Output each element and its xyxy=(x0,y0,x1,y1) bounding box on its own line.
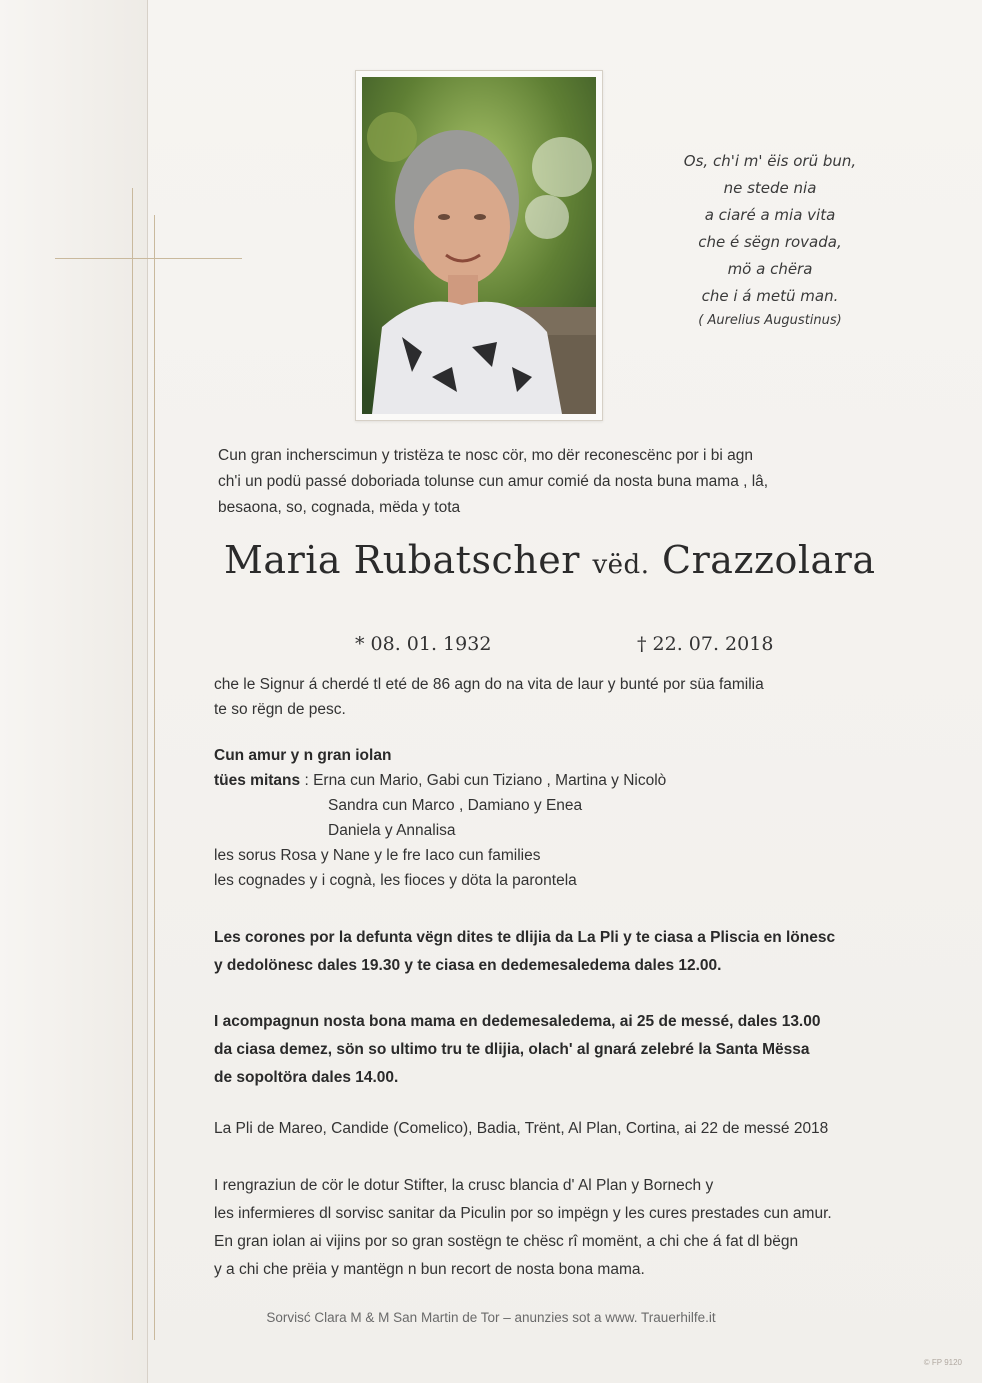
family-section xyxy=(214,743,934,893)
portrait-illustration xyxy=(362,77,596,414)
print-code-stamp: © FP 9120 xyxy=(923,1358,962,1367)
cross-vertical-line-1 xyxy=(132,188,133,1340)
funeral-notice xyxy=(214,1008,934,1092)
intro-line: ch'i un podü passé doboriada tolunse cun amur comié da nosta buna mama , lâ, xyxy=(218,473,769,490)
thanks-line: les infermieres dl sorvisc sanitar da Piculin por so impëgn y les cures prestades cun amur. xyxy=(214,1205,832,1222)
birth-date: * 08. 01. 1932 xyxy=(355,633,492,655)
band-divider-line xyxy=(147,0,148,1383)
funeral-line: de sopoltöra dales 14.00. xyxy=(214,1069,399,1086)
funeral-line: I acompagnun nosta bona mama en dedemesaledema, ai 25 de messé, dales 13.00 xyxy=(214,1013,821,1030)
poem-line: che é sëgn rovada, xyxy=(698,233,842,251)
left-decorative-band xyxy=(0,0,148,1383)
passing-line: che le Signur á cherdé tl eté de 86 agn do na vita de laur y bunté por süa familia xyxy=(214,676,764,693)
poem-line: che i á metü man. xyxy=(701,287,839,305)
poem-line: Os, ch'i m' ëis orü bun, xyxy=(683,152,857,170)
thanks-section xyxy=(214,1172,934,1284)
poem-line: a ciaré a mia vita xyxy=(704,206,836,224)
passing-line: te so rëgn de pesc. xyxy=(214,701,346,718)
siblings-row: les sorus Rosa y Nane y le fre Iaco cun families xyxy=(214,847,541,864)
poem-line: mö a chëra xyxy=(727,260,813,278)
thanks-line: I rengraziun de cör le dotur Stifter, la crusc blancia d' Al Plan y Bornech y xyxy=(214,1177,714,1194)
place-date-line: La Pli de Mareo, Candide (Comelico), Badia, Trënt, Al Plan, Cortina, ai 22 de messé 2018 xyxy=(214,1120,829,1137)
cross-vertical-line-2 xyxy=(154,215,155,1340)
deceased-name xyxy=(224,538,924,582)
thanks-line: y a chi che prëia y mantëgn n bun recort de nosta bona mama. xyxy=(214,1261,645,1278)
intro-text xyxy=(218,443,878,521)
children-row xyxy=(214,768,934,793)
footer-service-info: Sorvisć Clara M & M San Martin de Tor – anunzies sot a www. Trauerhilfe.it xyxy=(266,1310,716,1325)
portrait-photo xyxy=(362,77,596,414)
rosary-line: y dedolönesc dales 19.30 y te ciasa en dedemesaledema dales 12.00. xyxy=(214,957,722,974)
rosary-line: Les corones por la defunta vëgn dites te dlijia da La Pli y te ciasa a Pliscia en lönesc xyxy=(214,929,836,946)
thanks-line: En gran iolan ai vijins por so gran sostëgn te chësc rî momënt, a chi che á fat dl bëgn xyxy=(214,1233,799,1250)
name-last: Crazzolara xyxy=(662,538,876,582)
passing-text xyxy=(214,672,934,722)
poem-author: ( Aurelius Augustinus) xyxy=(698,313,842,328)
children-label: tües mitans xyxy=(214,772,301,789)
family-heading: Cun amur y n gran iolan xyxy=(214,747,392,764)
poem-line: ne stede nia xyxy=(723,179,817,197)
cross-horizontal-line-2 xyxy=(150,258,242,259)
name-widow-abbrev: vëd. xyxy=(592,550,650,580)
poem xyxy=(640,148,900,332)
intro-line: Cun gran incherscimun y tristëza te nosc cör, mo dër reconescënc por i bi agn xyxy=(218,447,754,464)
name-first: Maria Rubatscher xyxy=(224,538,580,582)
rosary-notice xyxy=(214,924,934,980)
funeral-line: da ciasa demez, sön so ultimo tru te dlijia, olach' al gnará zelebré la Santa Mëssa xyxy=(214,1041,810,1058)
portrait-frame xyxy=(355,70,603,421)
relatives-row: les cognades y i cognà, les fioces y döta la parontela xyxy=(214,872,577,889)
place-date xyxy=(214,1116,934,1141)
death-date: † 22. 07. 2018 xyxy=(637,633,774,655)
children-row-2: Sandra cun Marco , Damiano y Enea xyxy=(328,797,583,814)
children-list: : Erna cun Mario, Gabi cun Tiziano , Martina y Nicolò xyxy=(304,772,667,789)
children-row-3: Daniela y Annalisa xyxy=(328,822,456,839)
intro-line: besaona, so, cognada, mëda y tota xyxy=(218,499,461,516)
